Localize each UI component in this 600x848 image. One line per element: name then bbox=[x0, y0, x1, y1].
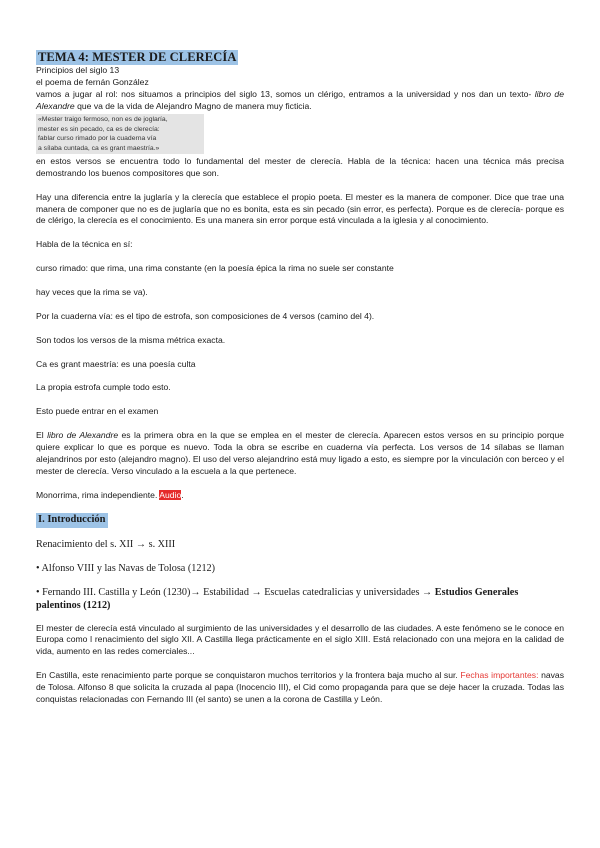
section-heading: I. Introducción bbox=[36, 513, 108, 527]
paragraph-curso: curso rimado: que rima, una rima constante (en la poesía épica la rima no suele ser constante bbox=[36, 263, 394, 274]
rol-text-post: que va de la vida de Alejandro Magno de manera muy ficticia. bbox=[74, 100, 312, 111]
section-heading-wrap bbox=[36, 513, 564, 527]
rol-text-pre: vamos a jugar al rol: nos situamos a principios del siglo 13, somos un clérigo, entramos a la universidad y nos dan un texto- bbox=[36, 88, 535, 99]
alex-pre: El bbox=[36, 430, 48, 441]
paragraph-monorrima bbox=[36, 490, 564, 502]
audio-highlight: Audio bbox=[159, 489, 182, 500]
alex-italic: libro de Alexandre bbox=[47, 430, 119, 441]
rol-paragraph bbox=[36, 89, 564, 113]
paragraph-castilla bbox=[36, 670, 564, 706]
paragraph-alexandre bbox=[36, 430, 564, 477]
paragraph-examen: Esto puede entrar en el examen bbox=[36, 406, 159, 417]
bullet-fernando-text: • Fernando III. Castilla y León (1230)→ Estabilidad → Escuelas catedralicias y universidades → bbox=[36, 587, 435, 599]
mono-post: . bbox=[181, 489, 184, 500]
fechas-importantes: Fechas importantes: bbox=[460, 670, 539, 681]
title-wrap bbox=[36, 50, 564, 65]
bullet-alfonso: • Alfonso VIII y las Navas de Tolosa (1212) bbox=[36, 562, 216, 574]
renacimiento-line: Renacimiento del s. XII → s. XIII bbox=[36, 538, 176, 550]
paragraph-rima: hay veces que la rima se va). bbox=[36, 286, 148, 297]
quote-line: «Mester traigo fermoso, non es de joglaría, bbox=[38, 116, 168, 124]
alex-post: es la primera obra en la que se emplea en el mester de clerecía. Aparecen estos versos en su principio porque quiere explicar lo que es porque es nuevo. Toda la obra se escribe en cuaderna vía perfecta. Los versos de 14 sílabas se llaman alejandrinos por esto (alejandro magno). El uso del verso alejandrino está muy ligado a esto, es siempre por la vinculación con berceo y el mester de clerecía. Verso vinculado a la escuela a la que pertenece. bbox=[36, 430, 565, 476]
bullet-fernando-bold: Estudios Generales palentinos (1212) bbox=[36, 587, 519, 612]
castilla-post: navas de Tolosa. Alfonso 8 que solicita la cruzada al papa (Inocencio III), el Cid como propaganda para que se deje hacer la cruzada. Todas las conquistas relacionadas con Fernando III (el santo) se unen a la corona de Castilla y León. bbox=[36, 670, 564, 704]
paragraph-diferencia: Hay una diferencia entre la juglaría y la clerecía que establece el propio poeta. El mester es la manera de componer. Dice que trae una manera de componer que no es de juglaría que no es bonita, esta es sin pecado (sin error, es perfecta). Porque es de clerecía- porque es de clérigo, la clerecía es el conocimiento. Es una manera sin error porque está vinculada a la iglesia y al conocimiento. bbox=[36, 191, 564, 226]
paragraph-metrica: Son todos los versos de la misma métrica exacta. bbox=[36, 334, 226, 345]
quote-line: mester es sin pecado, ca es de clerecía: bbox=[38, 125, 160, 133]
document-page bbox=[36, 50, 564, 706]
paragraph-maestria: Ca es grant maestría: es una poesía culta bbox=[36, 358, 196, 369]
mono-pre: Monorrima, rima independiente. bbox=[36, 489, 160, 500]
intro-line-2: el poema de fernán González bbox=[36, 76, 149, 87]
page-title: TEMA 4: MESTER DE CLERECÍA bbox=[38, 50, 237, 64]
bullet-fernando bbox=[36, 586, 564, 613]
paragraph-tecnica: Habla de la técnica en sí: bbox=[36, 239, 133, 250]
paragraph-mester: El mester de clerecía está vinculado al surgimiento de las universidades y el desarrollo de las ciudades. A este fenómeno se le conoce en Europa como l renacimiento del siglo XII. A Castilla llega prácticamente en el siglo XIII. Está relacionado con una mejora en la calidad de vida, aumento en las redes comerciales... bbox=[36, 622, 564, 657]
quote-image bbox=[36, 114, 204, 154]
paragraph-cuaderna: Por la cuaderna vía: es el tipo de estrofa, son composiciones de 4 versos (camino del 4). bbox=[36, 310, 375, 321]
rol-text-italic: libro de Alexandre bbox=[36, 88, 564, 111]
castilla-pre: En Castilla, este renacimiento parte porque se conquistaron muchos territorios y la frontera baja mucho al sur. bbox=[36, 670, 461, 681]
quote-line: fablar curso rimado por la cuaderna vía bbox=[38, 135, 157, 143]
paragraph-estrofa: La propia estrofa cumple todo esto. bbox=[36, 382, 171, 393]
intro-line-1: Principios del siglo 13 bbox=[36, 65, 120, 75]
paragraph-versos: en estos versos se encuentra todo lo fundamental del mester de clerecía. Habla de la técnica: hacen una técnica más precisa demostrando los buenos compositores que son. bbox=[36, 155, 564, 178]
quote-line: a sílaba cuntada, ca es grant maestría.» bbox=[38, 144, 160, 152]
